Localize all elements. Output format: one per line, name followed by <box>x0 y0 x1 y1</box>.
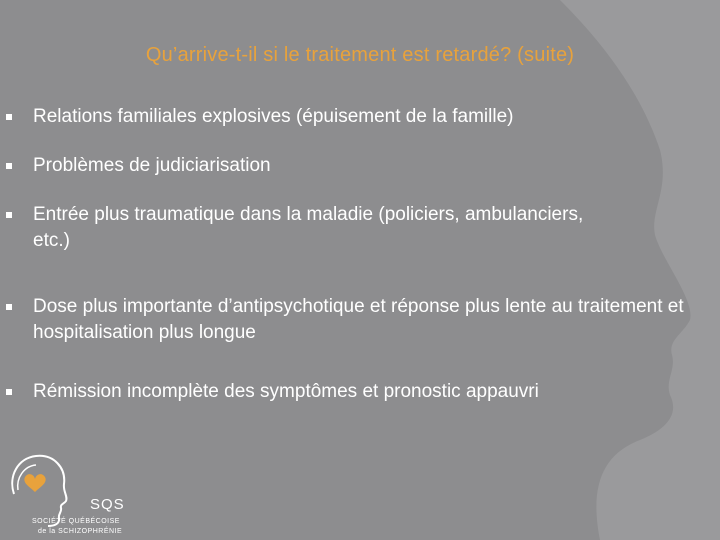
bullet-text: Relations familiales explosives (épuisement de la famille) <box>33 106 514 127</box>
slide-title: Qu’arrive-t-il si le traitement est retardé? (suite) <box>145 44 575 66</box>
bullet-text: Dose plus importante d’antipsychotique et réponse plus lente au traitement et hospitalisation plus longue <box>33 296 684 343</box>
square-bullet-icon <box>6 389 12 395</box>
square-bullet-icon <box>6 114 12 120</box>
head-heart-logo-icon <box>4 446 164 540</box>
logo-line-1: SOCIÉTÉ QUÉBÉCOISE <box>32 518 120 525</box>
square-bullet-icon <box>6 212 12 218</box>
square-bullet-icon <box>6 304 12 310</box>
logo-line-2: de la SCHIZOPHRÉNIE <box>38 528 123 535</box>
square-bullet-icon <box>6 163 12 169</box>
bullet-text: Entrée plus traumatique dans la maladie (policiers, ambulanciers, etc.) <box>33 204 584 251</box>
logo-abbr: SQS <box>90 496 125 513</box>
bullet-text: Rémission incomplète des symptômes et pronostic appauvri <box>33 381 539 402</box>
bullet-text: Problèmes de judiciarisation <box>33 155 271 176</box>
sqs-logo <box>4 446 164 540</box>
